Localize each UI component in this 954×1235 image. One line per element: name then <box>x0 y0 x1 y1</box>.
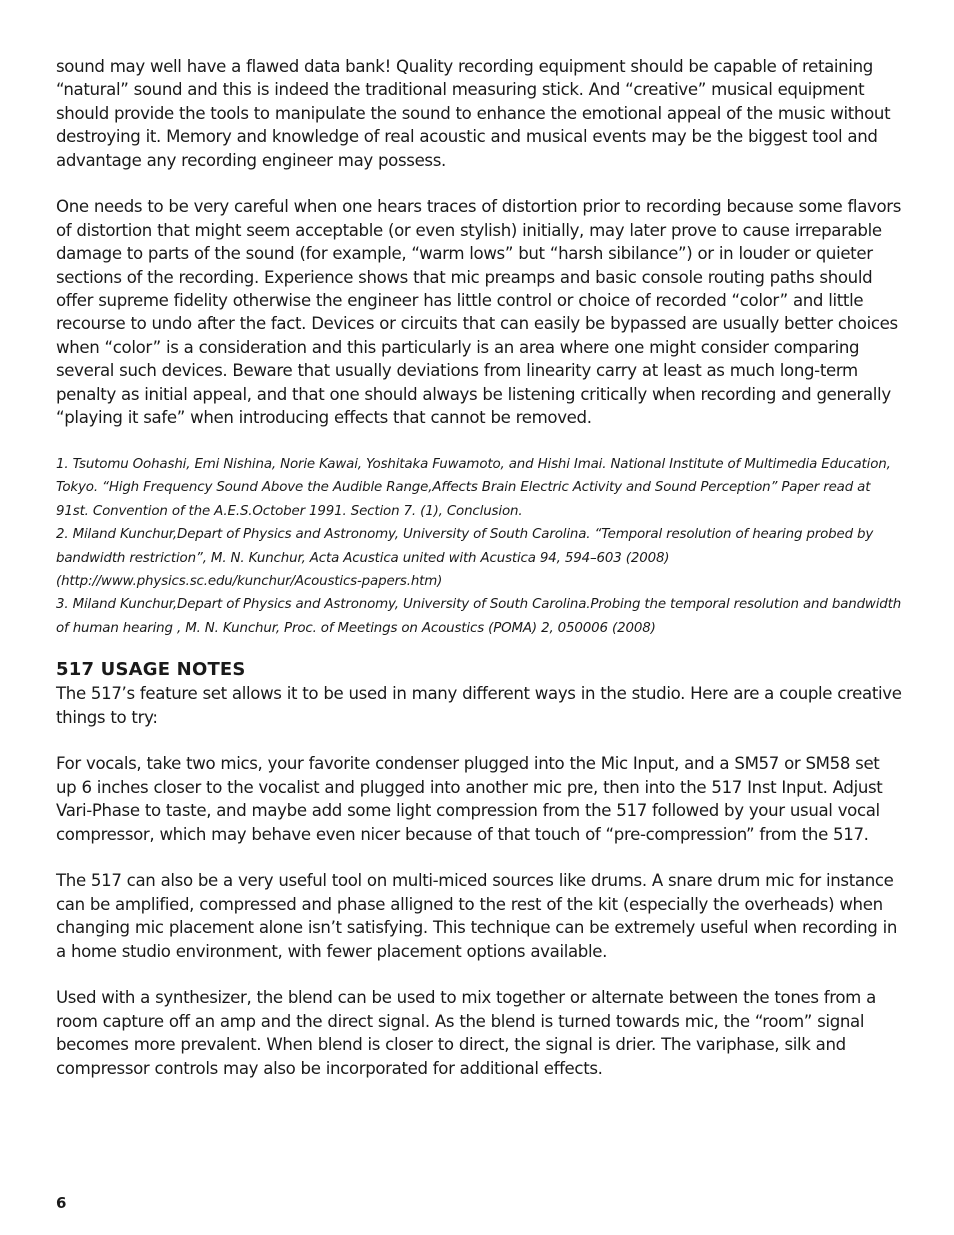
footnotes <box>56 453 902 640</box>
document-page <box>56 55 902 1103</box>
usage-paragraph-3: The 517 can also be a very useful tool on multi-miced sources like drums. A snare drum mic for instance can be amplified, compressed and phase alligned to the rest of the kit (especially the overheads) when changing mic placement alone isn’t satisfying. This technique can be extremely useful when recording in a home studio environment, with fewer placement options available. <box>56 871 898 961</box>
usage-paragraph-4: Used with a synthesizer, the blend can be used to mix together or alternate between the tones from a room capture off an amp and the direct signal. As the blend is turned towards mic, the “room” signal becomes more prevalent. When blend is closer to direct, the signal is drier. The variphase, silk and compressor controls may also be incorporated for additional effects. <box>56 988 876 1078</box>
usage-paragraph-2: For vocals, take two mics, your favorite condenser plugged into the Mic Input, and a SM57 or SM58 set up 6 inches closer to the vocalist and plugged into another mic pre, then into the 517 Inst Input. Adjust Vari-Phase to taste, and maybe add some light compression from the 517 followed by your usual vocal compressor, which may behave even nicer because of that touch of “pre-compression” from the 517. <box>56 754 883 844</box>
footnote-1: 1. Tsutomu Oohashi, Emi Nishina, Norie Kawai, Yoshitaka Fuwamoto, and Hishi Imai. National Institute of Multimedia Education, Tokyo. “High Frequency Sound Above the Audible Range,Affects Brain Electric Activity and Sound Perception” Paper read at 91st. Convention of the A.E.S.October 1991. Section 7. (1), Conclusion. <box>56 456 891 519</box>
usage-paragraph-1: The 517’s feature set allows it to be used in many different ways in the studio. Here are a couple creative things to try: <box>56 684 902 727</box>
intro-paragraph-2: One needs to be very careful when one hears traces of distortion prior to recording because some flavors of distortion that might seem acceptable (or even stylish) initially, may later prove to cause irreparable damage to parts of the sound (for example, “warm lows” but “harsh sibilance”) or in louder or quieter sections of the recording. Experience shows that mic preamps and basic console routing paths should offer supreme fidelity otherwise the engineer has little control or choice of recorded “color” and little recourse to undo after the fact. Devices or circuits that can easily be bypassed are usually better choices when “color” is a consideration and this particularly is an area where one might consider comparing several such devices. Beware that usually deviations from linearity carry at least as much long-term penalty as initial appeal, and that one should always be listening critically when recording and generally “playing it safe” when introducing effects that cannot be removed. <box>56 197 902 428</box>
intro-paragraph-1: sound may well have a flawed data bank! Quality recording equipment should be capable of retaining “natural” sound and this is indeed the traditional measuring stick. And “creative” musical equipment should provide the tools to manipulate the sound to enhance the emotional appeal of the music without destroying it. Memory and knowledge of real acoustic and musical events may be the biggest tool and advantage any recording engineer may possess. <box>56 57 891 170</box>
page-number: 6 <box>56 1194 67 1212</box>
footnote-3: 3. Miland Kunchur,Depart of Physics and Astronomy, University of South Carolina.Probing the temporal resolution and bandwidth of human hearing , M. N. Kunchur, Proc. of Meetings on Acoustics (POMA) 2, 050006 (2008) <box>56 597 902 636</box>
section-heading: 517 USAGE NOTES <box>56 659 246 681</box>
footnote-2: 2. Miland Kunchur,Depart of Physics and Astronomy, University of South Carolina. “Temporal resolution of hearing probed by bandwidth restriction”, M. N. Kunchur, Acta Acustica united with Acustica 94, 594–603 (2008) (http://www.physics.sc.edu/kunchur/Acoustics-papers.htm) <box>56 527 874 589</box>
